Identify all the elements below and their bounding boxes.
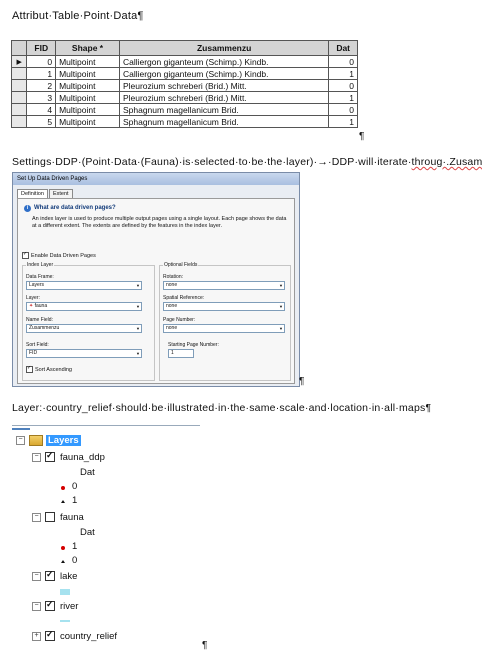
toc-layer-lake[interactable] [32, 571, 77, 582]
dat-cell: 0 [329, 104, 358, 116]
tab-definition[interactable]: Definition [17, 189, 48, 198]
sort-ascending-row[interactable] [26, 366, 72, 373]
expand-icon[interactable]: + [32, 632, 41, 641]
dropdown-arrow-icon: ▼ [136, 326, 140, 331]
layer-relief-heading [12, 402, 431, 414]
legend-class-label: 1 [72, 495, 78, 506]
layer-name[interactable]: country_relief [60, 631, 118, 642]
sort-field-select[interactable] [26, 349, 142, 358]
collapse-icon[interactable]: − [32, 602, 41, 611]
polygon-symbol-icon [60, 589, 70, 595]
dropdown-arrow-icon: ▼ [279, 304, 283, 309]
data-frame-value: Layers [29, 282, 45, 288]
collapse-icon[interactable]: − [16, 436, 25, 445]
enable-ddp-row[interactable] [22, 252, 96, 259]
column-header-shape[interactable]: Shape * [56, 41, 120, 56]
dropdown-arrow-icon: ▼ [136, 283, 140, 288]
index-layer-label: Index Layer [27, 262, 54, 268]
attribute-table [11, 40, 358, 128]
legend-class-label: 0 [72, 481, 78, 492]
name-field-value: Zusammenzu [29, 325, 60, 331]
rotation-label: Rotation: [163, 274, 184, 280]
dropdown-arrow-icon: ▼ [136, 351, 140, 356]
fid-cell: 0 [27, 56, 56, 68]
layers-group-icon [29, 435, 43, 446]
layer-visibility-checkbox[interactable] [45, 452, 55, 462]
shape-cell: Multipoint [56, 56, 120, 68]
layer-label: Layer: [26, 295, 40, 301]
help-question[interactable]: What are data driven pages? [34, 205, 116, 211]
table-row[interactable] [12, 80, 358, 92]
row-selector-header[interactable] [12, 41, 27, 56]
layer-visibility-checkbox[interactable] [45, 601, 55, 611]
pilcrow-mark: ¶ [359, 131, 365, 142]
data-frame-select[interactable] [26, 281, 142, 290]
ddp-settings-heading [12, 156, 482, 168]
sort-field-label: Sort Field: [26, 342, 49, 348]
dropdown-arrow-icon: ▼ [136, 304, 140, 309]
name-field-label: Name Field: [26, 317, 53, 323]
optional-fields-label: Optional Fields [164, 262, 198, 268]
layer-name[interactable]: fauna_ddp [60, 452, 105, 463]
fid-cell: 1 [27, 68, 56, 80]
shape-cell: Multipoint [56, 116, 120, 128]
divider-accent [12, 428, 30, 430]
spatial-ref-value: none [166, 303, 178, 309]
layer-select[interactable] [26, 302, 142, 311]
rotation-value: none [166, 282, 178, 288]
fid-cell: 3 [27, 92, 56, 104]
sort-field-value: FID [29, 350, 38, 356]
row-selector[interactable] [12, 68, 27, 80]
fid-cell: 4 [27, 104, 56, 116]
dat-cell: 1 [329, 92, 358, 104]
line-symbol-icon [60, 620, 70, 622]
divider [12, 425, 200, 426]
name-cell: Pleurozium schreberi (Brid.) Mitt. [119, 80, 328, 92]
dat-cell: 0 [329, 56, 358, 68]
enable-ddp-checkbox[interactable] [22, 252, 29, 259]
page-number-select[interactable] [163, 324, 285, 333]
row-selector[interactable] [12, 92, 27, 104]
fid-cell: 2 [27, 80, 56, 92]
row-selector-arrow-icon[interactable]: ▶ [12, 56, 27, 68]
triangle-symbol-icon [61, 560, 65, 563]
layer-name[interactable]: lake [60, 571, 78, 582]
page-number-value: none [166, 325, 178, 331]
name-cell: Sphagnum magellanicum Brid. [119, 116, 328, 128]
dat-cell: 1 [329, 116, 358, 128]
triangle-symbol-icon [61, 500, 65, 503]
name-field-select[interactable] [26, 324, 142, 333]
legend-class-label: 1 [72, 541, 78, 552]
toc-layer-river[interactable] [32, 601, 78, 612]
shape-cell: Multipoint [56, 104, 120, 116]
collapse-icon[interactable]: − [32, 572, 41, 581]
name-cell: Calliergon giganteum (Schimp.) Kindb. [119, 68, 328, 80]
layer-visibility-checkbox[interactable] [45, 571, 55, 581]
table-row[interactable] [12, 104, 358, 116]
table-row[interactable] [12, 92, 358, 104]
ddp-heading-text: Settings·DDP·(Point·Data·(Fauna)·is·selected·to·be·the·layer)·→·DDP·will·iterate· [12, 156, 412, 168]
toc-layer-fauna[interactable] [32, 512, 84, 523]
layer-name[interactable]: river [60, 601, 79, 612]
toc-layer-country-relief[interactable] [32, 631, 117, 642]
toc-layers-root[interactable] [16, 435, 81, 446]
table-row[interactable] [12, 56, 358, 68]
column-header-dat[interactable]: Dat [329, 41, 358, 56]
start-page-input[interactable] [168, 349, 194, 358]
setup-ddp-dialog [12, 172, 300, 387]
dialog-tabs [17, 189, 74, 198]
pilcrow-mark: ¶ [299, 376, 305, 387]
spatial-ref-select[interactable] [163, 302, 285, 311]
name-cell: Calliergon giganteum (Schimp.) Kindb. [119, 56, 328, 68]
red-point-symbol-icon [61, 486, 65, 490]
column-header-zusammenzu[interactable]: Zusammenzu [119, 41, 328, 56]
attr-table-heading: Attribut·Table·Point·Data¶ [12, 10, 144, 22]
sort-ascending-label: Sort Ascending [35, 366, 72, 373]
row-selector[interactable] [12, 116, 27, 128]
start-page-value: 1 [171, 350, 174, 356]
definition-panel [17, 198, 295, 384]
name-cell: Pleurozium schreberi (Brid.) Mitt. [119, 92, 328, 104]
shape-cell: Multipoint [56, 80, 120, 92]
layer-visibility-checkbox[interactable] [45, 512, 55, 522]
page-number-label: Page Number: [163, 317, 196, 323]
legend-field-name: Dat [80, 467, 95, 478]
shape-cell: Multipoint [56, 92, 120, 104]
dat-cell: 1 [329, 68, 358, 80]
collapse-icon[interactable]: − [32, 453, 41, 462]
dat-cell: 0 [329, 80, 358, 92]
row-selector[interactable] [12, 80, 27, 92]
sort-ascending-checkbox[interactable] [26, 366, 33, 373]
layer-name[interactable]: fauna [60, 512, 84, 523]
dropdown-arrow-icon: ▼ [279, 326, 283, 331]
shape-cell: Multipoint [56, 68, 120, 80]
table-header-row [12, 41, 358, 56]
table-row[interactable] [12, 68, 358, 80]
rotation-select[interactable] [163, 281, 285, 290]
layer-visibility-checkbox[interactable] [45, 631, 55, 641]
enable-ddp-label: Enable Data Driven Pages [31, 252, 96, 259]
layer-symbol-icon: ✦ [29, 303, 34, 309]
fid-cell: 5 [27, 116, 56, 128]
column-header-fid[interactable]: FID [27, 41, 56, 56]
start-page-label: Starting Page Number: [168, 342, 219, 348]
ddp-heading-misspelled: throug·.Zusam [411, 156, 482, 168]
dropdown-arrow-icon: ▼ [279, 283, 283, 288]
toc-layer-fauna-ddp[interactable] [32, 452, 105, 463]
data-frame-label: Data Frame: [26, 274, 54, 280]
layers-root-label[interactable]: Layers [48, 435, 79, 447]
red-point-symbol-icon [61, 546, 65, 550]
layer-value: fauna [34, 303, 48, 309]
table-row[interactable] [12, 116, 358, 128]
pilcrow-mark: ¶ [202, 640, 208, 651]
info-icon: i [24, 205, 31, 212]
spatial-ref-label: Spatial Reference: [163, 295, 205, 301]
dialog-title: Set Up Data Driven Pages [13, 173, 299, 185]
legend-field-name: Dat [80, 527, 95, 538]
help-text: An index layer is used to produce multiple output pages using a single layout. Each page shows the data at a different extent. The extents are defined by the features in the index layer. [32, 216, 287, 229]
row-selector[interactable] [12, 104, 27, 116]
tab-extent[interactable]: Extent [49, 189, 73, 198]
name-cell: Sphagnum magellanicum Brid. [119, 104, 328, 116]
layer-relief-heading-text: Layer:·country_relief·should·be·illustrated·in·the·same·scale·and·location·in·all·maps¶ [12, 402, 432, 414]
legend-class-label: 0 [72, 555, 78, 566]
collapse-icon[interactable]: − [32, 513, 41, 522]
